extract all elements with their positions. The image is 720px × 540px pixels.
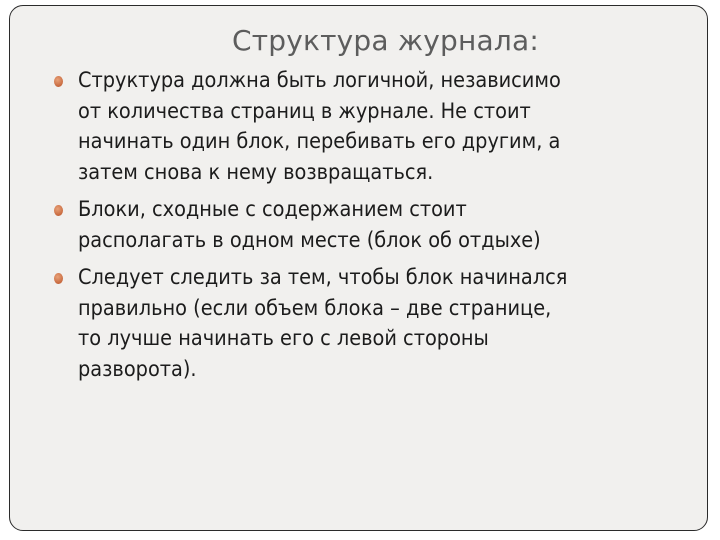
bullet-line: то лучше начинать его с левой стороны xyxy=(78,326,489,351)
bullet-icon xyxy=(54,273,63,284)
bullet-line: начинать один блок, перебивать его другим, а xyxy=(78,129,561,154)
bullet-line: правильно (если объем блока – две странице, xyxy=(78,295,552,321)
bullet-line: разворота). xyxy=(78,356,197,382)
bullet-line: располагать в одном месте (блок об отдыхе) xyxy=(78,227,541,253)
bullet-item xyxy=(54,263,694,385)
bullet-list xyxy=(54,66,694,392)
bullet-icon xyxy=(54,76,63,87)
bullet-line: затем снова к нему возвращаться. xyxy=(78,159,434,185)
bullet-line: Блоки, сходные с содержанием стоит xyxy=(78,197,467,222)
bullet-line: Следует следить за тем, чтобы блок начинался xyxy=(78,265,568,290)
bullet-item xyxy=(54,66,694,188)
bullet-line: Структура должна быть логичной, независимо xyxy=(78,68,561,93)
bullet-icon xyxy=(54,205,63,216)
slide-title: Структура журнала: xyxy=(232,24,539,57)
bullet-item xyxy=(54,195,694,256)
bullet-line: от количества страниц в журнале. Не стоит xyxy=(78,98,531,124)
